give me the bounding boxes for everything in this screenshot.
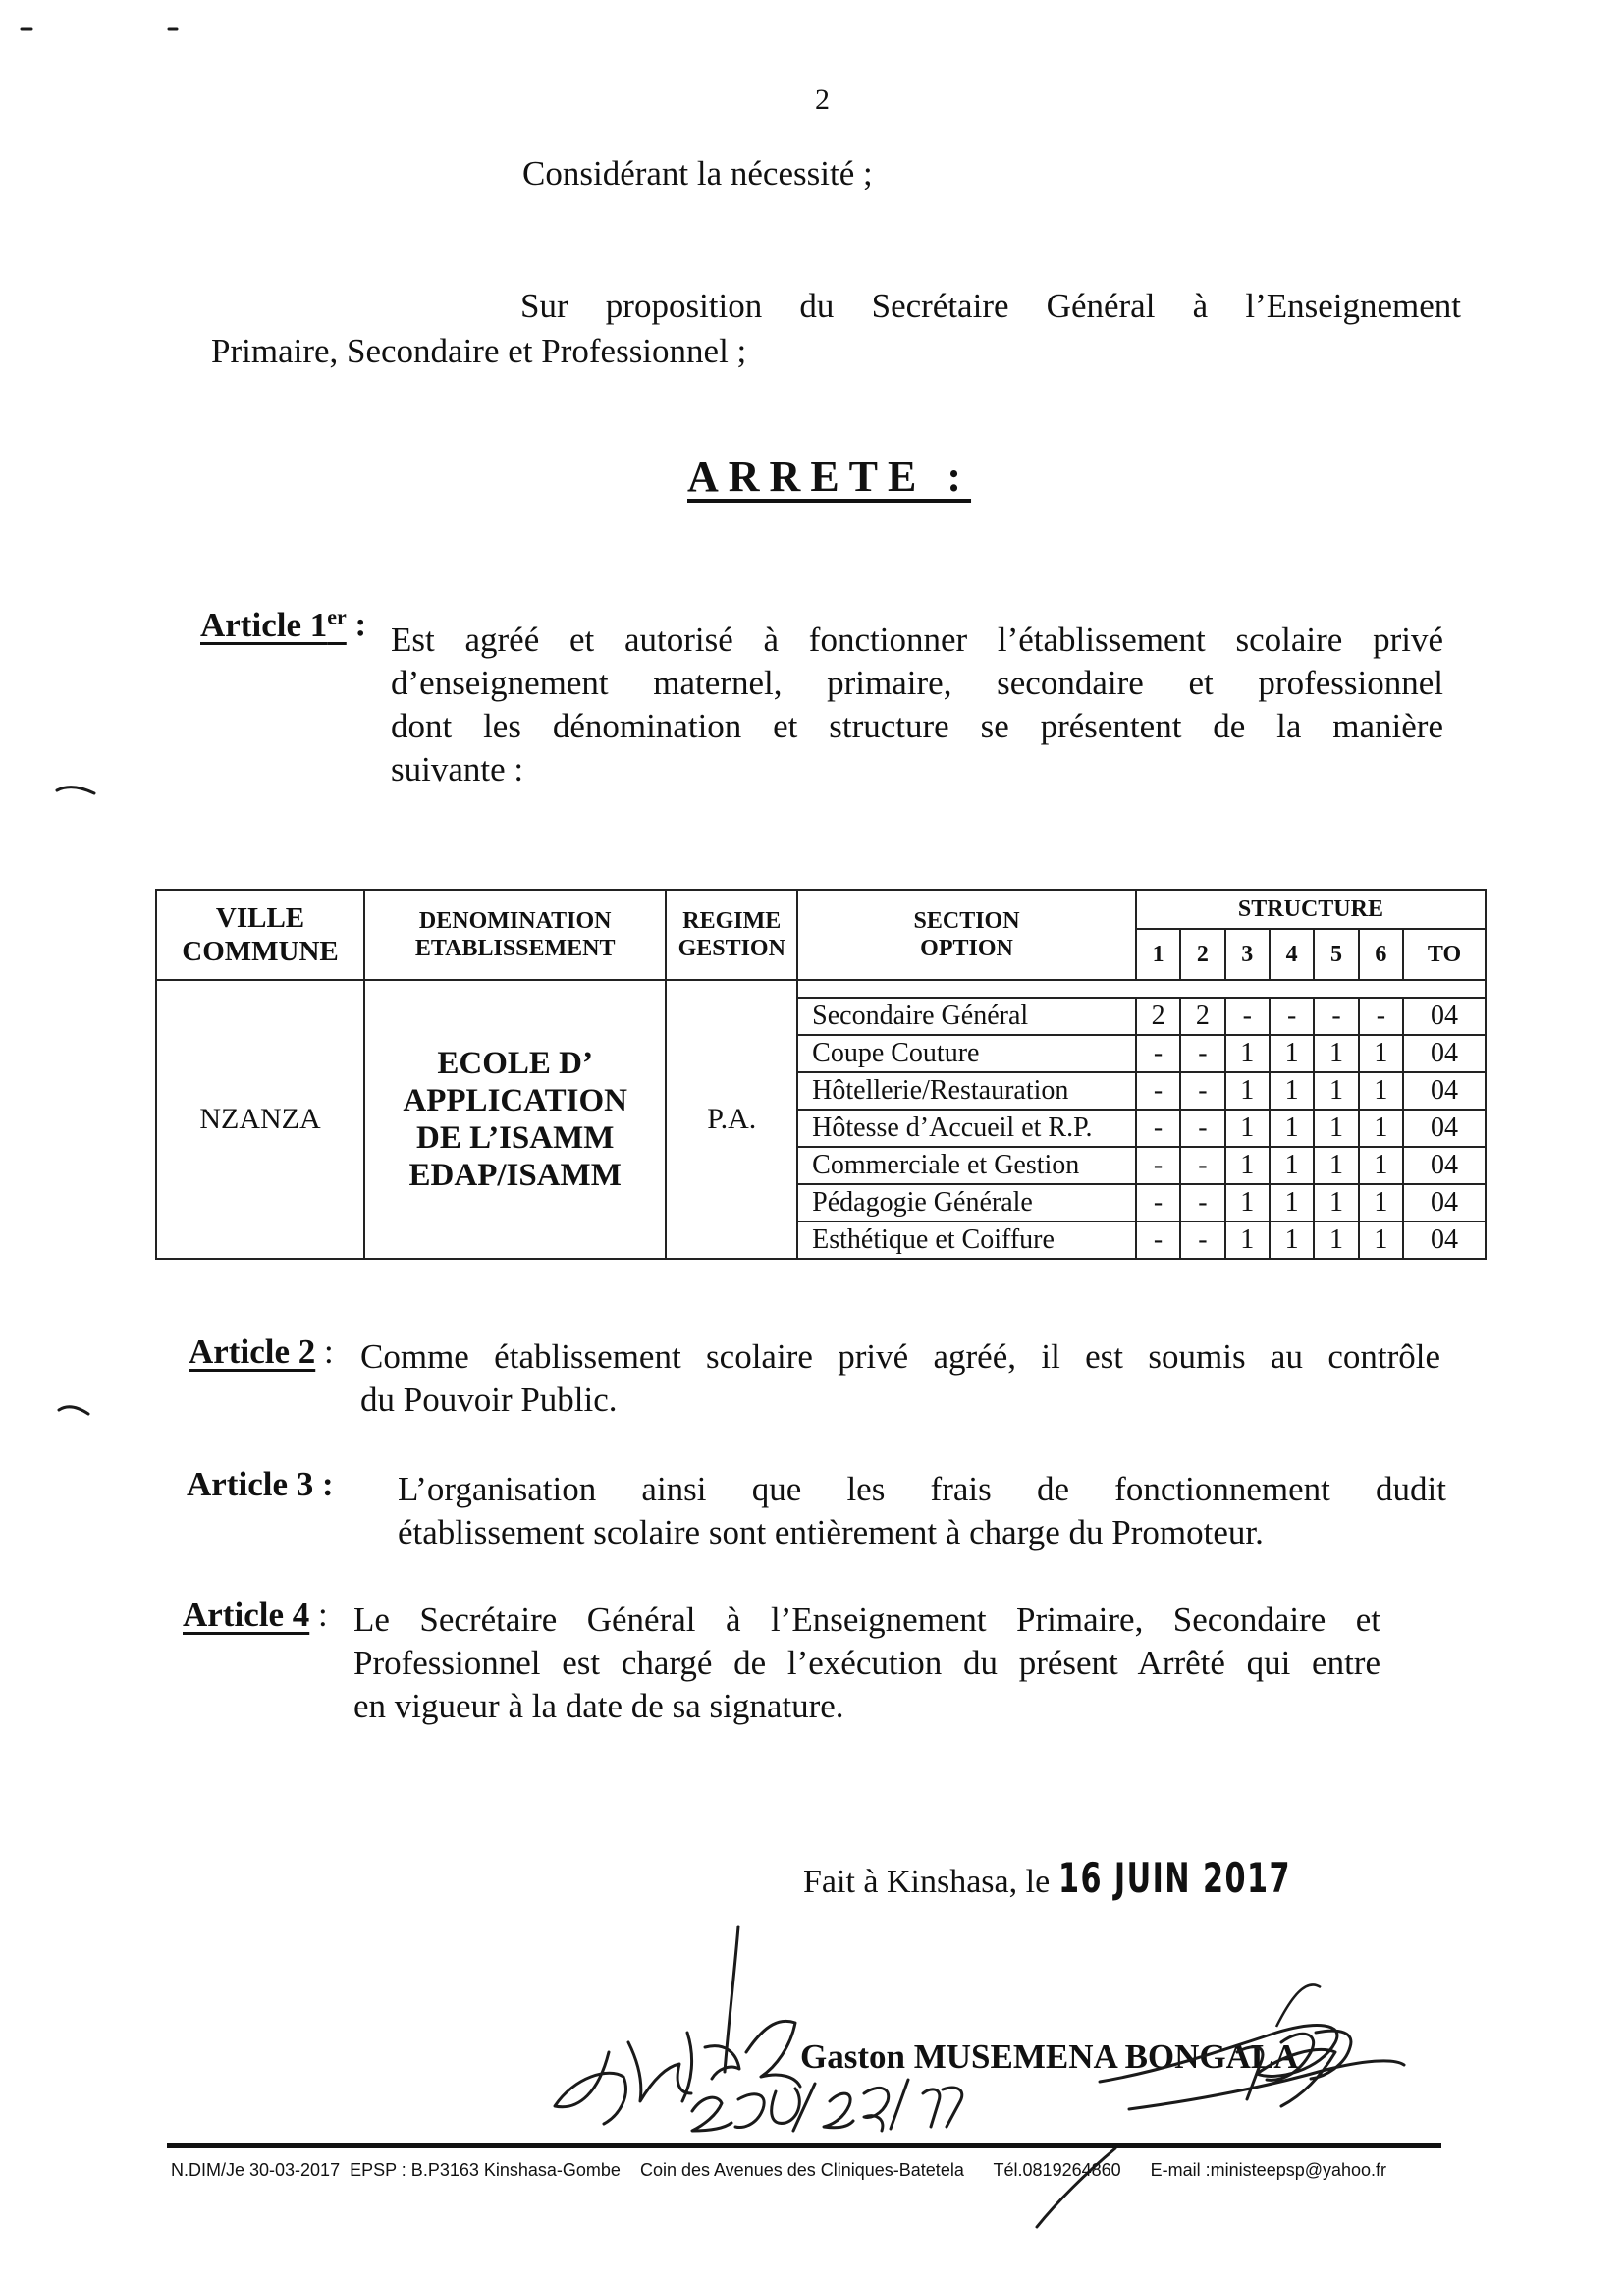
header-structure: STRUCTURE (1136, 890, 1486, 929)
cell-value: 1 (1270, 1072, 1314, 1110)
ecole-line: DE L’ISAMM (416, 1120, 615, 1156)
margin-mark-icon (57, 787, 94, 793)
cell-value: - (1180, 1147, 1224, 1184)
cell-value: 1 (1314, 1184, 1358, 1221)
cell-value: 1 (1225, 1110, 1270, 1147)
arrete-title: ARRETE : (687, 453, 972, 501)
cell-value: - (1225, 998, 1270, 1035)
article3-line: établissement scolaire sont entièrement à charge du Promoteur. (398, 1513, 1264, 1551)
article1-label: Article 1er (200, 604, 347, 644)
cell-value: 1 (1270, 1184, 1314, 1221)
cell-total: 04 (1403, 1110, 1486, 1147)
article3-label: Article 3 (187, 1465, 314, 1503)
article1-line: suivante : (391, 750, 524, 788)
cell-section: Commerciale et Gestion (797, 1147, 1136, 1184)
article4-line: Le Secrétaire Général à l’Enseignement Primaire, Secondaire et (353, 1601, 1380, 1639)
footer-address: EPSP : B.P3163 Kinshasa-Gombe (350, 2160, 621, 2180)
header-gestion-label: GESTION (677, 936, 785, 961)
cell-value: - (1136, 1072, 1180, 1110)
cell-section: Hôtesse d’Accueil et R.P. (797, 1110, 1136, 1147)
cell-value: 1 (1270, 1035, 1314, 1072)
cell-value: 1 (1225, 1072, 1270, 1110)
article2-colon: : (323, 1332, 334, 1371)
cell-value: 1 (1225, 1221, 1270, 1259)
footer-phone: Tél.0819264860 (993, 2160, 1121, 2180)
cell-value: - (1180, 1221, 1224, 1259)
article1-line: dont les dénomination et structure se présentent de la manière (391, 707, 1443, 745)
cell-value: - (1180, 1072, 1224, 1110)
signer-name: Gaston MUSEMENA BONGALA (800, 2037, 1299, 2076)
fait-text: Fait à Kinshasa, le (803, 1864, 1051, 1900)
article4-colon: : (317, 1596, 328, 1634)
cell-value: 1 (1270, 1110, 1314, 1147)
cell-value: - (1136, 1184, 1180, 1221)
cell-total: 04 (1403, 998, 1486, 1035)
cell-value: 1 (1314, 1110, 1358, 1147)
header-col-5: 5 (1314, 929, 1358, 980)
cell-value: - (1314, 998, 1358, 1035)
cell-value: 1 (1314, 1072, 1358, 1110)
cell-value: 1 (1225, 1147, 1270, 1184)
header-option-label: OPTION (920, 936, 1013, 961)
cell-value: - (1136, 1110, 1180, 1147)
header-col-1: 1 (1136, 929, 1180, 980)
header-commune: COMMUNE (182, 936, 339, 967)
header-ville: VILLE (215, 902, 305, 934)
page-number: 2 (815, 83, 830, 116)
article2-label: Article 2 (189, 1332, 316, 1371)
cell-value: - (1136, 1221, 1180, 1259)
date-stamp: 16 JUIN 2017 (1057, 1854, 1291, 1902)
footer-location: Coin des Avenues des Cliniques-Batetela (639, 2160, 964, 2180)
cell-value: 1 (1314, 1035, 1358, 1072)
cell-section: Hôtellerie/Restauration (797, 1072, 1136, 1110)
cell-value: - (1136, 1147, 1180, 1184)
footer-rule (167, 2143, 1441, 2148)
cell-value: - (1359, 998, 1403, 1035)
cell-total: 04 (1403, 1035, 1486, 1072)
article4-line: Professionnel est chargé de l’exécution du présent Arrêté qui entre (353, 1644, 1380, 1682)
sur-proposition-line1: Sur proposition du Secrétaire Général à l’Enseignement (520, 287, 1461, 325)
cell-value: 2 (1136, 998, 1180, 1035)
cell-value: - (1180, 1035, 1224, 1072)
cell-value: - (1270, 998, 1314, 1035)
cell-value: 1 (1225, 1184, 1270, 1221)
cell-value: - (1180, 1110, 1224, 1147)
header-col-6: 6 (1359, 929, 1403, 980)
article2-line: Comme établissement scolaire privé agréé, il est soumis au contrôle (360, 1337, 1440, 1376)
ecole-line: APPLICATION (403, 1083, 627, 1118)
footer (171, 2160, 1386, 2181)
cell-regime: P.A. (666, 980, 797, 1259)
article1-colon: : (354, 605, 367, 644)
margin-mark-icon (59, 1407, 88, 1414)
cell-total: 04 (1403, 1072, 1486, 1110)
cell-value: 1 (1359, 1110, 1403, 1147)
cell-value: 1 (1270, 1221, 1314, 1259)
ecole-line: ECOLE D’ (437, 1046, 593, 1081)
header-etablissement-label: ETABLISSEMENT (414, 936, 616, 961)
cell-total: 04 (1403, 1147, 1486, 1184)
header-denomination-label: DENOMINATION (418, 908, 612, 934)
header-section-label: SECTION (913, 908, 1020, 934)
article4-label: Article 4 (183, 1596, 310, 1634)
sur-proposition-line2: Primaire, Secondaire et Professionnel ; (211, 332, 747, 370)
footer-ref: N.DIM/Je 30-03-2017 (171, 2160, 341, 2180)
considerant-paragraph: Considérant la nécessité ; (522, 154, 873, 192)
cell-section: Coupe Couture (797, 1035, 1136, 1072)
cell-value: 1 (1225, 1035, 1270, 1072)
article3-line: L’organisation ainsi que les frais de fonctionnement dudit (398, 1470, 1446, 1508)
article1-line: Est agréé et autorisé à fonctionner l’établissement scolaire privé (391, 621, 1443, 659)
cell-total: 04 (1403, 1184, 1486, 1221)
cell-value: 1 (1314, 1221, 1358, 1259)
cell-section: Esthétique et Coiffure (797, 1221, 1136, 1259)
ecole-line: EDAP/ISAMM (408, 1158, 622, 1193)
cell-value: 1 (1359, 1184, 1403, 1221)
article4-line: en vigueur à la date de sa signature. (353, 1687, 844, 1725)
footer-email: E-mail :ministeepsp@yahoo.fr (1150, 2160, 1387, 2180)
cell-value: - (1136, 1035, 1180, 1072)
header-col-4: 4 (1270, 929, 1314, 980)
cell-value: 1 (1359, 1147, 1403, 1184)
cell-value: 1 (1314, 1147, 1358, 1184)
article3-colon: : (321, 1465, 334, 1503)
cell-section: Secondaire Général (797, 998, 1136, 1035)
article1-line: d’enseignement maternel, primaire, secondaire et professionnel (391, 664, 1443, 702)
header-regime-label: REGIME (682, 908, 782, 934)
cell-value: 1 (1359, 1221, 1403, 1259)
cell-total: 04 (1403, 1221, 1486, 1259)
cell-value: 1 (1270, 1147, 1314, 1184)
header-col-3: 3 (1225, 929, 1270, 980)
cell-value: - (1180, 1184, 1224, 1221)
cell-value: 1 (1359, 1035, 1403, 1072)
cell-section: Pédagogie Générale (797, 1184, 1136, 1221)
header-col-to: TO (1403, 929, 1486, 980)
header-col-2: 2 (1180, 929, 1224, 980)
cell-ville: NZANZA (156, 980, 364, 1259)
article2-line: du Pouvoir Public. (360, 1381, 618, 1419)
cell-value: 1 (1359, 1072, 1403, 1110)
cell-value: 2 (1180, 998, 1224, 1035)
